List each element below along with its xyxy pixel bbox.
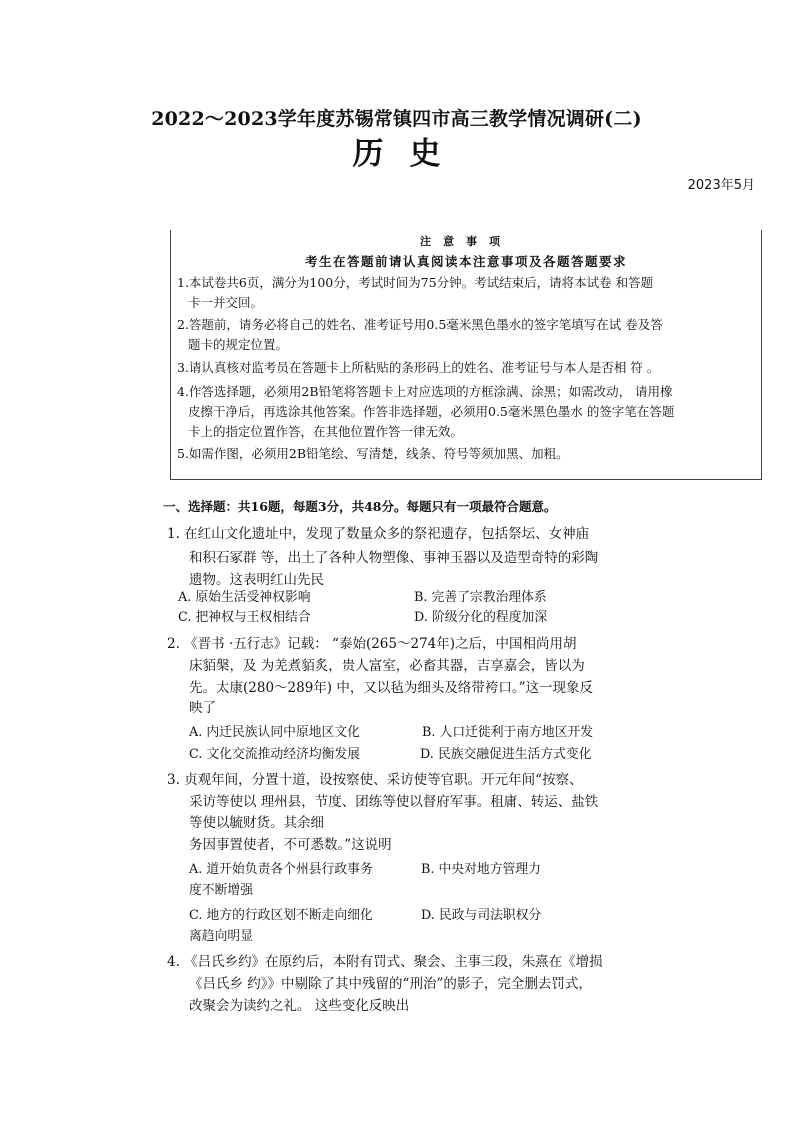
option-d: D. 阶级分化的程度加深 bbox=[414, 610, 548, 625]
notice-item-4 bbox=[177, 382, 757, 442]
question-text: 等使以毓财货。其余细 bbox=[189, 815, 324, 831]
option-a: A. 内迁民族认同中原地区文化 bbox=[189, 725, 360, 740]
option-d-continued: 离趋向明显 bbox=[189, 929, 253, 944]
notice-item-1 bbox=[177, 273, 757, 313]
notice-item-text: 3.请认真核对监考员在答题卡上所粘贴的条形码上的姓名、准考证号与本人是否相 符 。 bbox=[177, 360, 660, 375]
option-b: B. 完善了宗教治理体系 bbox=[414, 590, 547, 605]
option-d: D. 民族交融促进生活方式变化 bbox=[420, 747, 592, 762]
question-text: 改聚会为读约之礼。 这些变化反映出 bbox=[189, 998, 410, 1014]
question-text: 遗物。这表明红山先民 bbox=[189, 572, 324, 588]
question-text: 床貊槃，及 为羌煮貊炙，贵人富室，必畜其器，吉享嘉会，皆以为 bbox=[189, 658, 585, 674]
option-a: A. 原始生活受神权影响 bbox=[178, 590, 311, 605]
question-text: 和积石冢群 等，出土了各种人物塑像、事神玉器以及造型奇特的彩陶 bbox=[189, 550, 599, 566]
question-text: 3. 贞观年间，分置十道，设按察使、采访使等官职。开元年间“按察、 bbox=[167, 772, 583, 788]
notice-item-text: 4.作答选择题，必须用2B铅笔将答题卡上对应选项的方框涂满、涂黑；如需改动， 请用橡 bbox=[177, 384, 673, 399]
question-text: 4. 《吕氏乡约》在原约后，本附有罚式、聚会、主事三段，朱熹在《增损 bbox=[167, 954, 603, 970]
option-c: C. 文化交流推动经济均衡发展 bbox=[189, 747, 361, 762]
question-text: 先。太康(280～289年) 中，又以毡为细头及络带袴口。”这一现象反 bbox=[189, 680, 594, 696]
notice-item-text: 2.答题前，请务必将自己的姓名、准考证号用0.5毫米黑色墨水的签字笔填写在试 卷及答 bbox=[177, 317, 663, 332]
question-text: 映了 bbox=[189, 700, 216, 716]
notice-title: 注意事项 bbox=[420, 235, 512, 248]
notice-item-2 bbox=[177, 315, 757, 355]
notice-subtitle: 考生在答题前请认真阅读本注意事项及各题答题要求 bbox=[304, 254, 627, 269]
option-b: B. 中央对地方管理力 bbox=[421, 862, 541, 877]
option-a: A. 道开始负责各个州县行政事务 bbox=[189, 862, 373, 877]
subject-heading: 历史 bbox=[352, 136, 467, 172]
exam-title: 2022～2023学年度苏锡常镇四市高三教学情况调研(二) bbox=[151, 108, 642, 130]
notice-item-text: 卡上的指定位置作答，在其他位置作答一律无效。 bbox=[188, 424, 464, 439]
notice-item-text: 1.本试卷共6页，满分为100分，考试时间为75分钟。考试结束后，请将本试卷 和答题 bbox=[177, 275, 654, 290]
option-c: C. 地方的行政区划不断走向细化 bbox=[189, 908, 373, 923]
notice-item-5 bbox=[177, 444, 757, 464]
notice-item-text: 5.如需作图，必须用2B铅笔绘、写清楚，线条、符号等须加黑、加粗。 bbox=[177, 446, 569, 461]
section-heading: 一、选择题：共16题，每题3分，共48分。每题只有一项最符合题意。 bbox=[163, 499, 557, 514]
notice-item-3 bbox=[177, 358, 757, 378]
notice-item-text: 皮擦干净后，再选涂其他答案。作答非选择题，必须用0.5毫米黑色墨水 的签字笔在答题 bbox=[188, 404, 675, 419]
option-b: B. 人口迁徙利于南方地区开发 bbox=[422, 725, 594, 740]
question-text: 1. 在红山文化遗址中，发现了数量众多的祭祀遗存，包括祭坛、女神庙 bbox=[167, 526, 590, 542]
question-text: 务因事置使者，不可悉数。”这说明 bbox=[189, 837, 392, 853]
question-text: 采访等使以 理州县，节度、团练等使以督府军事。租庸、转运、盐铁 bbox=[189, 794, 599, 810]
question-text: 《吕氏乡 约》》中剔除了其中残留的“刑治”的影子，完全删去罚式， bbox=[189, 976, 592, 992]
exam-date: 2023年5月 bbox=[687, 178, 755, 193]
notice-item-text: 题卡的规定位置。 bbox=[188, 337, 289, 352]
option-d: D. 民政与司法职权分 bbox=[421, 908, 542, 923]
option-b-continued: 度不断增强 bbox=[189, 883, 253, 898]
option-c: C. 把神权与王权相结合 bbox=[178, 610, 311, 625]
notice-box bbox=[170, 230, 762, 480]
notice-item-text: 卡一并交回。 bbox=[188, 295, 264, 310]
question-text: 2. 《晋书 ·五行志》记载： “泰始(265～274年)之后，中国相尚用胡 bbox=[167, 636, 577, 652]
